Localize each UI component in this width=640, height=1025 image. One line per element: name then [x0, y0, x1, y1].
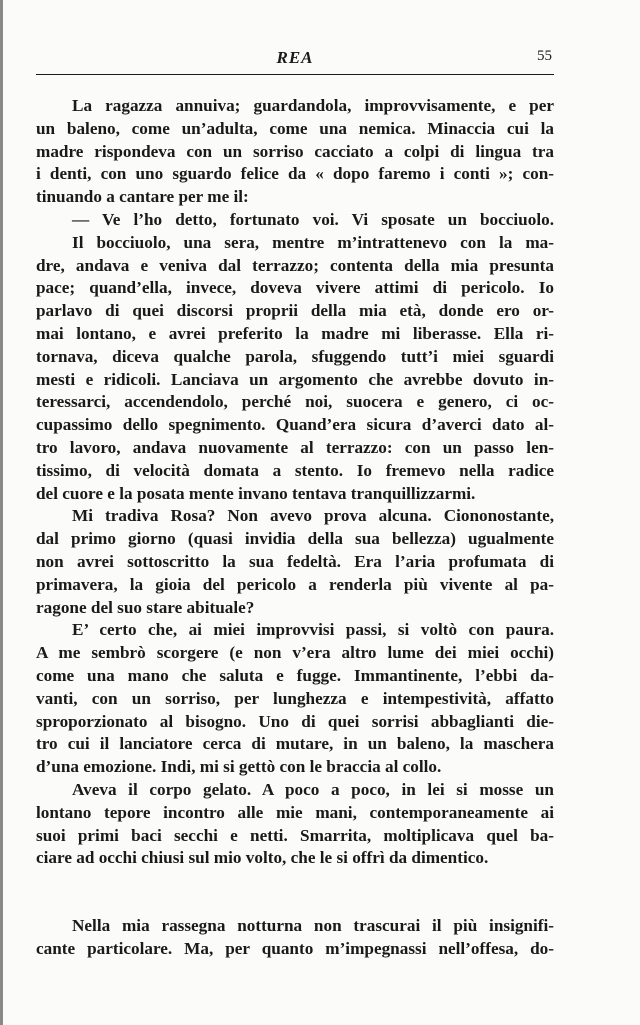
text-line: come una mano che saluta e fugge. Immantinente, l’ebbi da- [36, 665, 554, 685]
text-line: un baleno, come un’adulta, come una nemica. Minaccia cui la [36, 118, 554, 138]
text-line: La ragazza annuiva; guardandola, improvvisamente, e per [72, 96, 554, 115]
text-line: madre rispondeva con un sorriso cacciato a colpi di lingua tra [36, 141, 554, 161]
text-line: tornava, diceva qualche parola, sfuggendo tutt’i miei sguardi [36, 346, 554, 366]
text-line: A me sembrò scorgere (e non v’era altro lume dei miei occhi) [36, 643, 554, 663]
text-line: Il bocciuolo, una sera, mentre m’intrattenevo con la ma- [72, 232, 554, 252]
page-binding-edge [0, 0, 3, 1025]
text-line: sproporzionato al bisogno. Uno di quei sorrisi abbaglianti die- [36, 711, 554, 731]
text-line: del cuore e la posata mente invano tentava tranquillizzarmi. [36, 483, 476, 503]
text-line: ciare ad occhi chiusi sul mio volto, che le si offrì da dimentico. [36, 848, 489, 868]
text-line: tro lavoro, andava nuovamente al terrazzo: con un passo len- [36, 437, 554, 457]
text-line: dal primo giorno (quasi invidia della sua bellezza) ugualmente [36, 529, 554, 549]
text-line: primavera, la gioia del pericolo a renderla più vivente al pa- [36, 574, 554, 594]
text-line: Nella mia rassegna notturna non trascurai il più insignifi- [72, 916, 554, 936]
text-line: dre, andava e veniva dal terrazzo; contenta della mia presunta [36, 255, 554, 275]
text-line: E’ certo che, ai miei improvvisi passi, si voltò con paura. [72, 620, 554, 640]
text-line: suoi primi baci secchi e netti. Smarrita, moltiplicava quel ba- [36, 825, 554, 845]
text-line: cupassimo dello spegnimento. Quand’era sicura d’averci dato al- [36, 415, 554, 435]
running-title: REA [276, 48, 314, 67]
text-line: i denti, con uno sguardo felice da « dopo faremo i conti »; con- [36, 164, 554, 184]
section-break [36, 870, 554, 915]
header-rule [36, 74, 554, 75]
text-line: d’una emozione. Indi, mi si gettò con le braccia al collo. [36, 757, 442, 777]
text-line: cante particolare. Ma, per quanto m’impegnassi nell’offesa, do- [36, 938, 554, 958]
page-header [36, 44, 554, 76]
text-line: tissimo, di velocità domata a stento. Io fremevo nella radice [36, 460, 554, 480]
page-number: 55 [537, 48, 552, 64]
text-line: — Ve l’ho detto, fortunato voi. Vi sposate un bocciuolo. [72, 209, 554, 229]
text-line: teressarci, accendendolo, perché noi, suocera e genero, ci oc- [36, 392, 554, 412]
body-text [36, 95, 554, 961]
text-line: lontano tepore incontro alle mie mani, contemporaneamente ai [36, 802, 554, 822]
text-line: mai lontano, e avrei preferito la madre mi liberasse. Ella ri- [36, 323, 554, 343]
text-line: mesti e ridicoli. Lanciava un argomento che avrebbe dovuto in- [36, 369, 554, 389]
text-line: ragone del suo stare abituale? [36, 597, 255, 617]
text-line: parlavo di quei discorsi proprii della mia età, donde ero or- [36, 301, 554, 321]
text-line: tro cui il lanciatore cerca di mutare, in un baleno, la maschera [36, 734, 554, 754]
text-line: pace; quand’ella, invece, doveva vivere attimi di pericolo. Io [36, 278, 554, 298]
text-line: vanti, con un sorriso, per lunghezza e intempestività, affatto [36, 688, 554, 708]
text-line: non avrei sottoscritto la sua fedeltà. Era l’aria profumata di [36, 551, 554, 571]
text-line: Aveva il corpo gelato. A poco a poco, in lei si mosse un [72, 779, 554, 799]
text-line: Mi tradiva Rosa? Non avevo prova alcuna. Ciononostante, [72, 506, 554, 526]
text-line: tinuando a cantare per me il: [36, 187, 249, 207]
